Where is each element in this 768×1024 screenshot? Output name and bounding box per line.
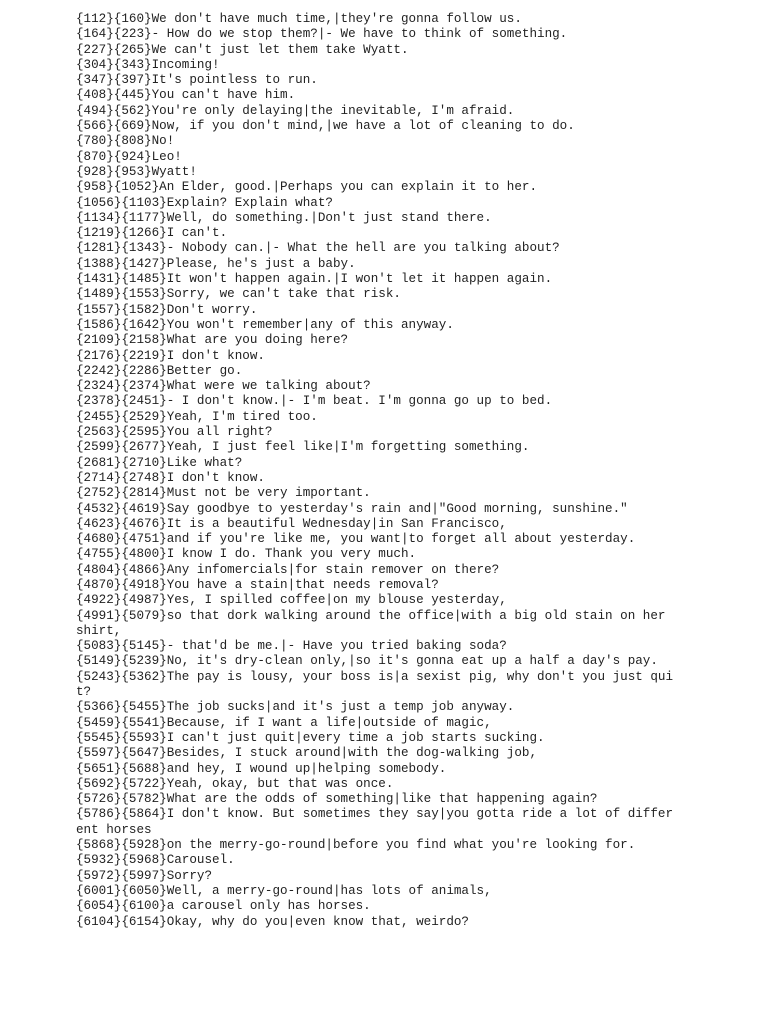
subtitle-line: {2109}{2158}What are you doing here?	[76, 333, 349, 348]
subtitle-line: {5786}{5864}I don't know. But sometimes they say|you gotta ride a lot of different horses	[76, 807, 674, 837]
subtitle-line: {5459}{5541}Because, if I want a life|outside of magic,	[76, 715, 492, 730]
subtitle-line: {4532}{4619}Say goodbye to yesterday's rain and|"Good morning, sunshine."	[76, 501, 628, 516]
subtitle-line: {5651}{5688}and hey, I wound up|helping somebody.	[76, 761, 447, 776]
subtitle-line: {5149}{5239}No, it's dry-clean only,|so it's gonna eat up a half a day's pay.	[76, 654, 658, 669]
subtitle-line: {4804}{4866}Any infomercials|for stain remover on there?	[76, 562, 500, 577]
subtitle-line: {1281}{1343}- Nobody can.|- What the hell are you talking about?	[76, 241, 560, 256]
subtitle-line: {5726}{5782}What are the odds of something|like that happening again?	[76, 792, 598, 807]
subtitle-line: {164}{223}- How do we stop them?|- We have to think of something.	[76, 27, 568, 42]
subtitle-line: {2378}{2451}- I don't know.|- I'm beat. I'm gonna go up to bed.	[76, 394, 553, 409]
subtitle-line: {2599}{2677}Yeah, I just feel like|I'm forgetting something.	[76, 440, 530, 455]
subtitle-line: {494}{562}You're only delaying|the inevitable, I'm afraid.	[76, 103, 515, 118]
subtitle-line: {1489}{1553}Sorry, we can't take that risk.	[76, 287, 401, 302]
subtitle-line: {2681}{2710}Like what?	[76, 455, 243, 470]
subtitle-line: {2324}{2374}What were we talking about?	[76, 379, 371, 394]
subtitle-line: {227}{265}We can't just let them take Wyatt.	[76, 42, 409, 57]
subtitle-line: {5083}{5145}- that'd be me.|- Have you tried baking soda?	[76, 639, 507, 654]
subtitle-line: {6054}{6100}a carousel only has horses.	[76, 899, 371, 914]
subtitle-line: {780}{808}No!	[76, 134, 175, 149]
subtitle-line: {6104}{6154}Okay, why do you|even know that, weirdo?	[76, 914, 469, 929]
subtitle-line: {1219}{1266}I can't.	[76, 226, 228, 241]
subtitle-line: {1557}{1582}Don't worry.	[76, 302, 258, 317]
subtitle-line: {4922}{4987}Yes, I spilled coffee|on my blouse yesterday,	[76, 593, 507, 608]
subtitle-line: {1134}{1177}Well, do something.|Don't just stand there.	[76, 210, 492, 225]
subtitle-line: {5932}{5968}Carousel.	[76, 853, 235, 868]
subtitle-line: {347}{397}It's pointless to run.	[76, 73, 318, 88]
subtitle-line: {4680}{4751}and if you're like me, you want|to forget all about yesterday.	[76, 532, 636, 547]
subtitle-line: {5243}{5362}The pay is lousy, your boss is|a sexist pig, why don't you just quit?	[76, 669, 674, 700]
subtitle-line: {1586}{1642}You won't remember|any of this anyway.	[76, 317, 454, 332]
subtitle-line: {5692}{5722}Yeah, okay, but that was once.	[76, 776, 394, 791]
subtitle-line: {5545}{5593}I can't just quit|every time a job starts sucking.	[76, 730, 545, 745]
subtitle-line: {2563}{2595}You all right?	[76, 425, 273, 440]
subtitle-line: {408}{445}You can't have him.	[76, 88, 296, 103]
subtitle-line: {2176}{2219}I don't know.	[76, 348, 265, 363]
subtitle-line: {6001}{6050}Well, a merry-go-round|has lots of animals,	[76, 883, 492, 898]
subtitle-line: {2242}{2286}Better go.	[76, 363, 243, 378]
subtitle-line: {5972}{5997}Sorry?	[76, 868, 213, 883]
subtitle-line: {112}{160}We don't have much time,|they're gonna follow us.	[76, 12, 522, 26]
subtitle-line: {4623}{4676}It is a beautiful Wednesday|in San Francisco,	[76, 516, 507, 531]
subtitle-line: {958}{1052}An Elder, good.|Perhaps you can explain it to her.	[76, 180, 538, 195]
subtitle-line: {1056}{1103}Explain? Explain what?	[76, 195, 333, 210]
subtitle-line: {4870}{4918}You have a stain|that needs removal?	[76, 577, 439, 592]
subtitle-line: {870}{924}Leo!	[76, 149, 182, 164]
subtitle-line: {1431}{1485}It won't happen again.|I won't let it happen again.	[76, 272, 553, 287]
subtitle-line: {928}{953}Wyatt!	[76, 164, 197, 179]
subtitle-line: {4755}{4800}I know I do. Thank you very much.	[76, 547, 417, 562]
subtitle-line: {2752}{2814}Must not be very important.	[76, 486, 371, 501]
subtitle-document	[76, 12, 676, 930]
subtitle-line: {5597}{5647}Besides, I stuck around|with the dog-walking job,	[76, 746, 538, 761]
subtitle-line: {1388}{1427}Please, he's just a baby.	[76, 256, 356, 271]
subtitle-line: {2714}{2748}I don't know.	[76, 470, 265, 485]
subtitle-line: {304}{343}Incoming!	[76, 57, 220, 72]
subtitle-line: {4991}{5079}so that dork walking around the office|with a big old stain on her shirt,	[76, 608, 674, 638]
subtitle-line: {5366}{5455}The job sucks|and it's just a temp job anyway.	[76, 700, 515, 715]
subtitle-line: {2455}{2529}Yeah, I'm tired too.	[76, 409, 318, 424]
subtitle-line: {566}{669}Now, if you don't mind,|we have a lot of cleaning to do.	[76, 119, 575, 134]
subtitle-line: {5868}{5928}on the merry-go-round|before you find what you're looking for.	[76, 838, 636, 853]
